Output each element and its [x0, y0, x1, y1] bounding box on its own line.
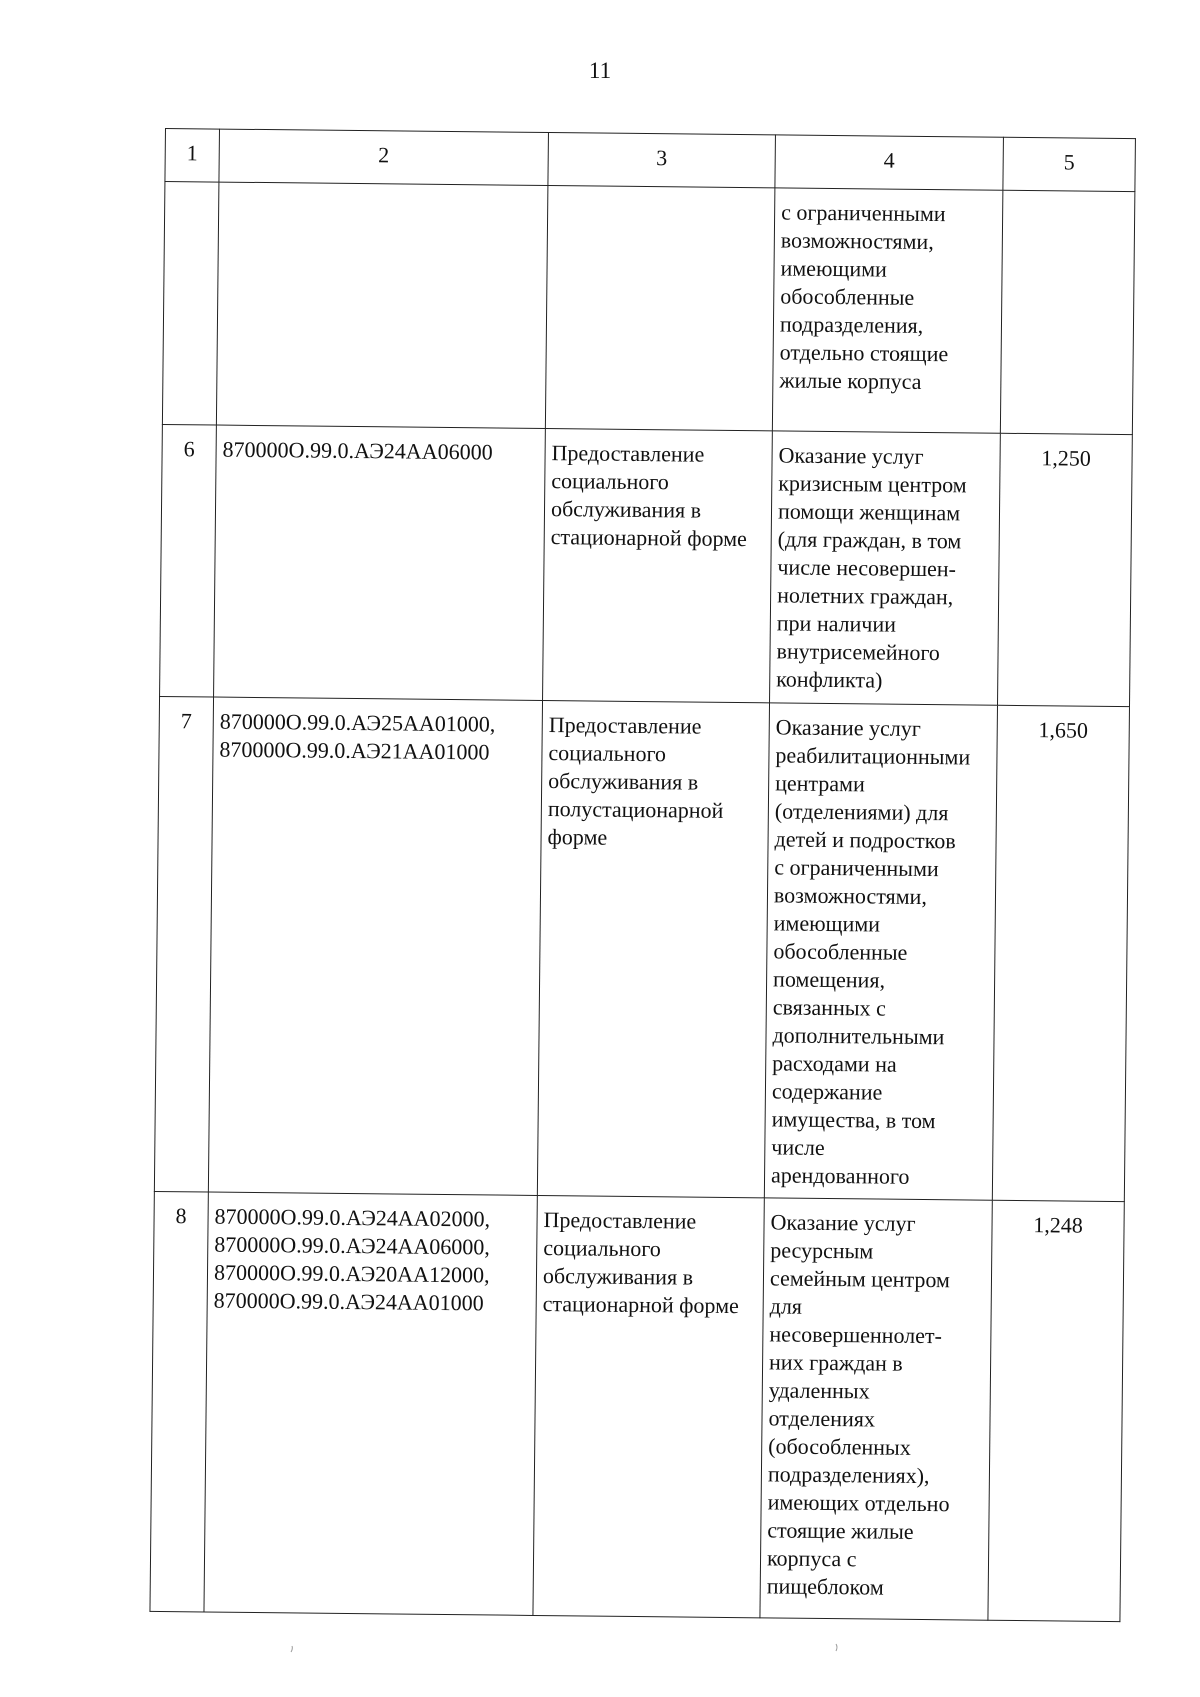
value-cell	[1000, 190, 1135, 434]
row-number-cell: 6	[160, 424, 217, 697]
code-cell: 870000О.99.0.АЭ24АА06000	[214, 425, 546, 700]
service-cell	[545, 186, 775, 431]
header-col-1: 1	[165, 129, 220, 183]
code-cell: 870000О.99.0.АЭ25АА01000, 870000О.99.0.АЭ21АА01000	[208, 697, 542, 1195]
description-cell: Оказание услуг ресурсным семейным центром для несовершеннолет- них граждан в удаленных отделениях (обособленных подразделениях), имеющих отдельно стоящие жилые корпуса с пищеблоком	[760, 1198, 992, 1620]
description-cell: с ограниченными возможностями, имеющими обособленные подразделения, отдельно стоящие жилые корпуса	[772, 188, 1003, 433]
row-number-cell: 7	[154, 696, 213, 1192]
page-number: 11	[588, 58, 612, 83]
table-row	[150, 1191, 1124, 1621]
description-cell: Оказание услуг кризисным центром помощи женщинам (для граждан, в том числе несовершен- нолетних граждан, при наличии внутрисемейного конфликта)	[770, 431, 1001, 705]
row-number-cell	[162, 182, 219, 426]
value-cell: 1,248	[988, 1200, 1124, 1621]
value-cell: 1,250	[998, 433, 1133, 706]
scan-specks	[0, 1640, 1200, 1660]
description-cell: Оказание услуг реабилитационными центрами (отделениями) для детей и подростков с ограниченными возможностями, имеющими обособленные помещения, связанных с дополнительными расходами на содержание имущества, в том числе арендованного	[764, 703, 997, 1200]
header-col-2: 2	[219, 129, 549, 185]
row-number-cell: 8	[150, 1191, 208, 1612]
header-col-4: 4	[775, 135, 1004, 190]
service-cell: Предоставление социального обслуживания в стационарной форме	[533, 1195, 764, 1617]
service-cell: Предоставление социального обслуживания в стационарной форме	[543, 428, 773, 702]
header-col-5: 5	[1003, 137, 1136, 191]
code-cell: 870000О.99.0.АЭ24АА02000, 870000О.99.0.АЭ24АА06000, 870000О.99.0.АЭ20АА12000, 870000О.99.0.АЭ24АА01000	[204, 1192, 537, 1615]
table-row	[162, 182, 1134, 435]
value-cell: 1,650	[992, 705, 1129, 1201]
service-cell: Предоставление социального обслуживания в полустационарной форме	[537, 700, 769, 1197]
header-col-3: 3	[548, 133, 776, 188]
table-row	[160, 424, 1133, 706]
services-table	[149, 128, 1135, 1622]
table-row	[154, 696, 1129, 1201]
code-cell	[216, 182, 548, 428]
